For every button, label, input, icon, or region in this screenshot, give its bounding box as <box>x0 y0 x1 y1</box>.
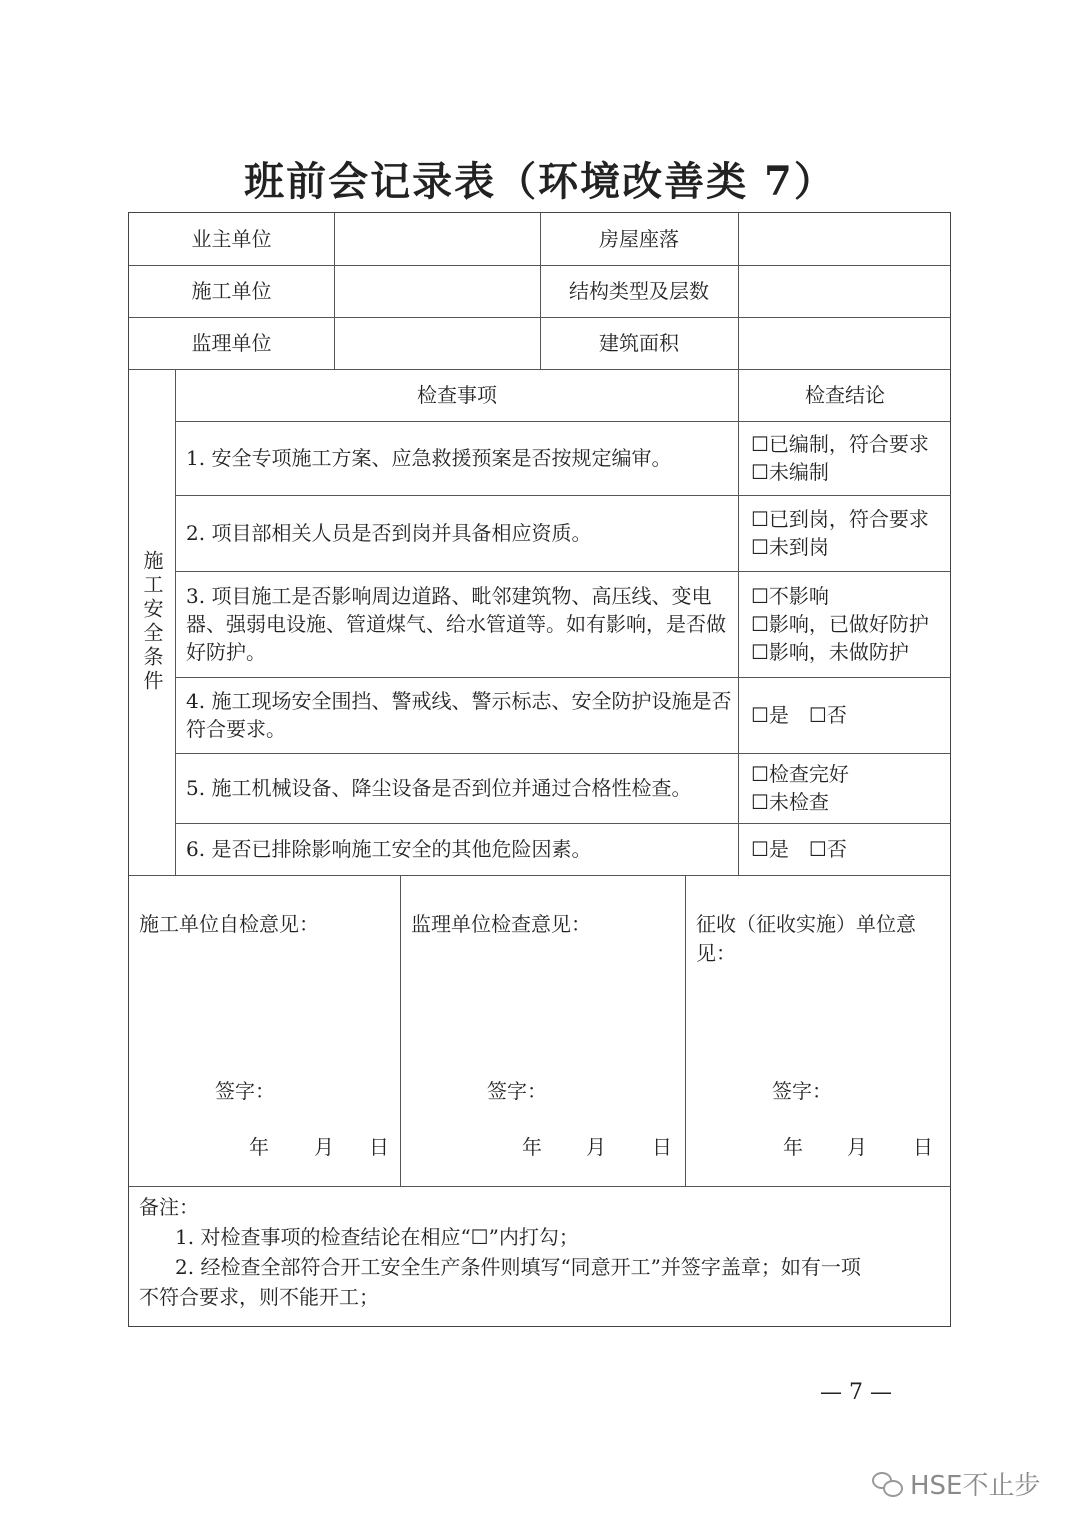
conclusion-4[interactable] <box>739 677 951 753</box>
option-2a[interactable]: ☐已到岗，符合要求 <box>751 507 929 531</box>
owner-unit-field[interactable] <box>335 213 539 265</box>
header-check-conclusion: 检查结论 <box>805 383 885 407</box>
option-2b[interactable]: ☐未到岗 <box>751 535 829 559</box>
note-2: 2. 经检查全部符合开工安全生产条件则填写“同意开工”并签字盖章；如有一项 <box>175 1255 861 1279</box>
option-5b[interactable]: ☐未检查 <box>751 790 829 814</box>
building-area-label: 建筑面积 <box>599 331 679 355</box>
expropriation-sign-label: 签字： <box>772 1079 832 1103</box>
option-1a[interactable]: ☐已编制，符合要求 <box>751 432 929 456</box>
conclusion-1[interactable] <box>739 421 951 495</box>
option-6[interactable]: ☐是 ☐否 <box>751 837 847 861</box>
check-item-5: 5. 施工机械设备、降尘设备是否到位并通过合格性检查。 <box>186 776 692 800</box>
house-location-field[interactable] <box>739 213 951 265</box>
watermark-text: HSE不止步 <box>910 1471 1041 1501</box>
year-label: 年 <box>249 1135 269 1159</box>
option-3c[interactable]: ☐影响，未做防护 <box>751 640 909 664</box>
section-label: 施工安全条件 <box>140 550 164 694</box>
record-table <box>128 212 951 1327</box>
supervision-unit-field[interactable] <box>335 317 539 369</box>
note-2-cont: 不符合要求，则不能开工； <box>139 1285 379 1309</box>
note-1: 1. 对检查事项的检查结论在相应“☐”内打勾； <box>175 1225 579 1249</box>
structure-type-field[interactable] <box>739 265 951 317</box>
check-item-2: 2. 项目部相关人员是否到岗并具备相应资质。 <box>186 521 592 545</box>
supervision-opinion-title: 监理单位检查意见： <box>411 912 591 936</box>
construction-sign-label: 签字： <box>215 1079 275 1103</box>
check-item-1: 1. 安全专项施工方案、应急救援预案是否按规定编审。 <box>186 446 672 470</box>
page-title: 班前会记录表（环境改善类 7） <box>244 158 836 205</box>
conclusion-5[interactable] <box>739 753 951 823</box>
month-label: 月 <box>586 1135 606 1159</box>
page-number: — 7 — <box>820 1380 892 1405</box>
construction-unit-field[interactable] <box>335 265 539 317</box>
check-item-6: 6. 是否已排除影响施工安全的其他危险因素。 <box>186 837 592 861</box>
building-area-field[interactable] <box>739 317 951 369</box>
check-item-4: 4. 施工现场安全围挡、警戒线、警示标志、安全防护设施是否符合要求。 <box>186 689 732 741</box>
supervision-unit-label: 监理单位 <box>191 331 272 355</box>
expropriation-opinion-title: 征收（征收实施）单位意见： <box>696 912 916 965</box>
year-label: 年 <box>522 1135 542 1159</box>
conclusion-2[interactable] <box>739 495 951 571</box>
construction-unit-label: 施工单位 <box>191 279 272 303</box>
option-3a[interactable]: ☐不影响 <box>751 584 829 608</box>
supervision-sign-label: 签字： <box>487 1079 547 1103</box>
check-item-3: 3. 项目施工是否影响周边道路、毗邻建筑物、高压线、变电器、强弱电设施、管道煤气、给水管道等。如有影响，是否做好防护。 <box>186 584 726 664</box>
conclusion-6[interactable] <box>739 823 951 875</box>
structure-type-label: 结构类型及层数 <box>569 279 709 303</box>
option-5a[interactable]: ☐检查完好 <box>751 762 849 786</box>
option-1b[interactable]: ☐未编制 <box>751 460 829 484</box>
day-label: 日 <box>913 1135 933 1159</box>
month-label: 月 <box>314 1135 334 1159</box>
day-label: 日 <box>652 1135 672 1159</box>
option-3b[interactable]: ☐影响，已做好防护 <box>751 612 929 636</box>
header-check-item: 检查事项 <box>417 383 497 407</box>
notes-heading: 备注： <box>139 1195 199 1219</box>
owner-unit-label: 业主单位 <box>191 227 272 251</box>
watermark <box>872 1465 1040 1502</box>
construction-opinion-title: 施工单位自检意见： <box>139 912 319 936</box>
conclusion-3[interactable] <box>739 571 951 677</box>
day-label: 日 <box>369 1135 389 1159</box>
year-label: 年 <box>783 1135 803 1159</box>
option-4[interactable]: ☐是 ☐否 <box>751 703 847 727</box>
house-location-label: 房屋座落 <box>599 227 679 251</box>
month-label: 月 <box>847 1135 867 1159</box>
wechat-icon <box>872 1472 902 1496</box>
